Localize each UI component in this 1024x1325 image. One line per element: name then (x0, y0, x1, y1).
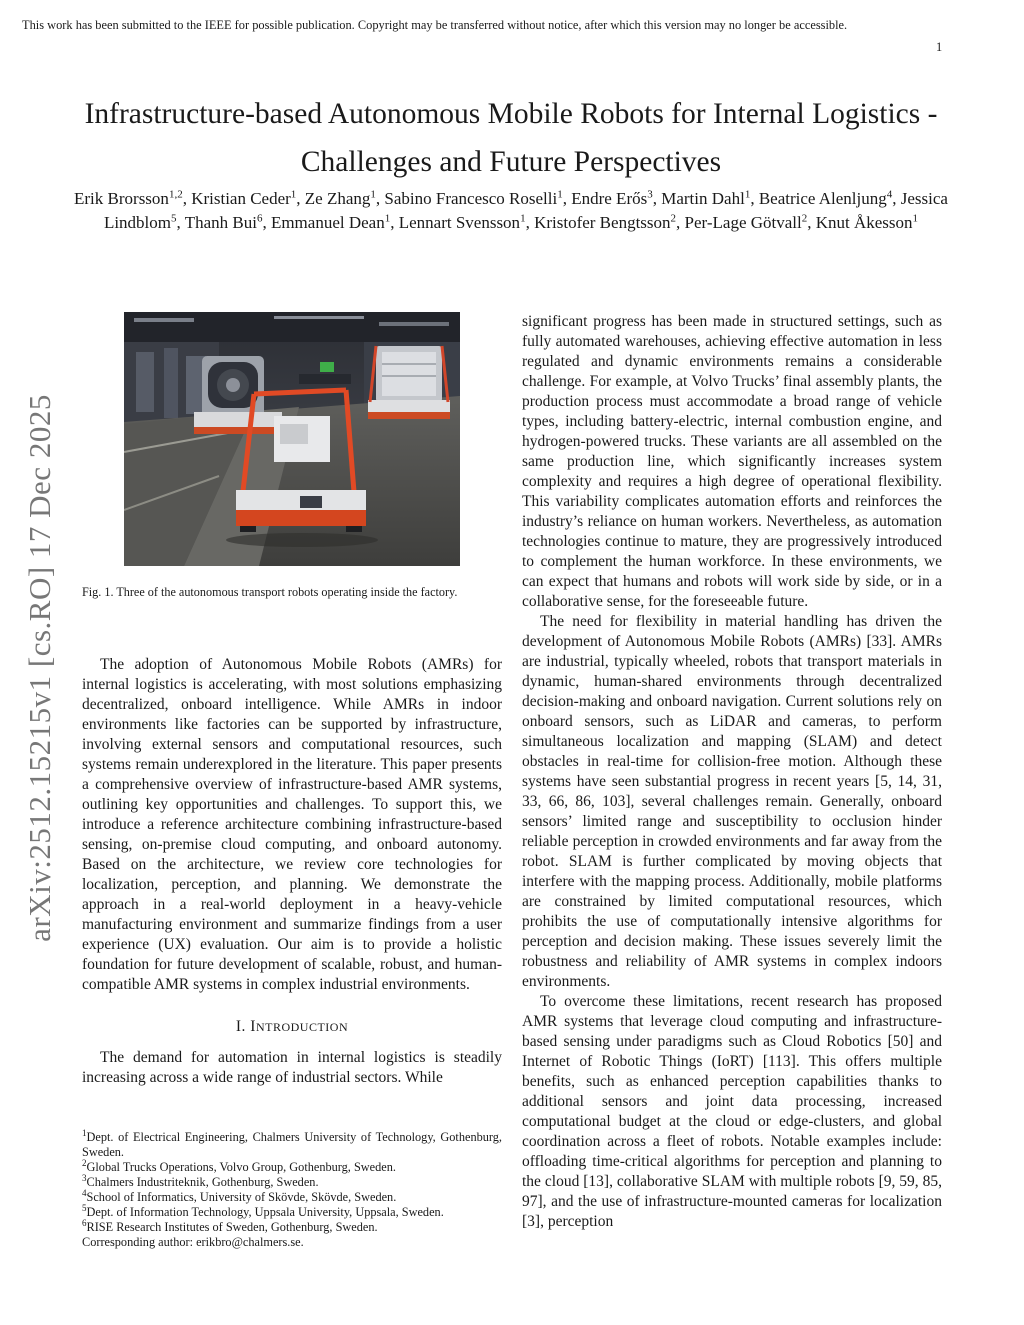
author-list (70, 187, 952, 235)
author-affiliation: 2 (801, 212, 808, 225)
author-entry (661, 189, 759, 208)
author-affiliation: 1 (744, 188, 751, 201)
author-entry (399, 213, 534, 232)
corresponding-author: Corresponding author: erikbro@chalmers.se. (82, 1235, 304, 1249)
footnote-number: 6 (82, 1217, 87, 1228)
author-entry (685, 213, 816, 232)
body-paragraph: To overcome these limitations, recent research has proposed AMR systems that leverage cloud computing and infrastructure-based sensing under paradigms such as Cloud Robotics [50] and Internet of Robotic Things (IoRT) [113]. This offers multiple benefits, such as enhanced perception capabilities thanks to additional sensors and joint data processing, increased computational budget at the cloud or edge-clusters, and global coordination across a fleet of robots. Notable examples include: offloading time-critical algorithms for perception and planning to the cloud [13], collaborative SLAM with multiple robots [9, 59, 85, 97], and the use of infrastructure-mounted cameras for localization [3], perception (522, 993, 942, 1230)
figure-caption: Fig. 1. Three of the autonomous transport robots operating inside the factory. (82, 585, 458, 599)
body-paragraph: significant progress has been made in structured settings, such as fully automated warehouses, achieving effective automation in less regulated and dynamic environments remains a considerable challenge. For example, at Volvo Trucks’ final assembly plants, the production process must accommodate a broad range of vehicle types, including battery-electric, internal combustion engine, and hydrogen-powered trucks. These variants are all assembled on the same production line, which significantly increases system complexity and requires a high degree of operational flexibility. This variability complicates automation efforts and reinforces the industry’s reliance on human workers. Nevertheless, as automation technologies continue to mature, they are progressively introduced to complement the human workforce. In these environments, we can expect that humans and robots will work side by side, or in a collaborative sense, for the foreseeable future. (522, 313, 942, 610)
introduction-paragraph: The demand for automation in internal logistics is steadily increasing across a wide range of industrial sectors. While (82, 1049, 502, 1086)
submission-notice: This work has been submitted to the IEEE for possible publication. Copyright may be transferred without notice, after which this version may no longer be accessible. (22, 18, 848, 32)
author-name: Ze Zhang (304, 189, 371, 208)
author-name: Per-Lage Götvall (684, 213, 802, 232)
footnote-text: Dept. of Information Technology, Uppsala University, Uppsala, Sweden. (86, 1205, 444, 1219)
author-entry (816, 213, 918, 232)
footnote-number: 2 (82, 1157, 87, 1168)
paper-title: Infrastructure-based Autonomous Mobile Robots for Internal Logistics - Challenges and Future Perspectives (84, 98, 938, 178)
footnote (82, 1127, 502, 1160)
author-entry (74, 189, 191, 208)
footnote-text: Chalmers Industriteknik, Gothenburg, Sweden. (86, 1175, 319, 1189)
left-column (82, 655, 502, 1088)
author-name: Knut Åkesson (815, 213, 913, 232)
author-affiliation: 1 (520, 212, 526, 225)
author-affiliation: 3 (647, 188, 653, 201)
author-name: Endre Erős (571, 189, 648, 208)
author-entry (384, 189, 571, 208)
author-name: Emmanuel Dean (270, 213, 385, 232)
author-separator: , (390, 213, 399, 232)
author-name: Kristofer Bengtsson (534, 213, 671, 232)
footnote-text: Global Trucks Operations, Volvo Group, Gothenburg, Sweden. (86, 1160, 396, 1174)
author-name: Kristian Ceder (191, 189, 291, 208)
author-entry (271, 213, 399, 232)
author-separator: , (807, 213, 816, 232)
footnote (82, 1157, 502, 1175)
author-separator: , (892, 189, 901, 208)
author-separator: , (525, 213, 535, 232)
author-separator: , (652, 189, 662, 208)
footnote (82, 1172, 502, 1190)
author-affiliation: 1 (384, 212, 391, 225)
author-separator: , (182, 189, 192, 208)
section-heading-introduction (82, 1017, 502, 1037)
author-affiliation: 2 (670, 212, 677, 225)
factory-robots-photo (124, 312, 460, 566)
author-entry (571, 189, 661, 208)
abstract: The adoption of Autonomous Mobile Robots (AMRs) for internal logistics is accelerating, with most solutions emphasizing decentralized, onboard intelligence. While AMRs in indoor environments like factories can be supported by infrastructure, involving external sensors and computational resources, such systems remain underexplored in the literature. This paper presents a comprehensive overview of infrastructure-based AMR systems, outlining key opportunities and challenges. To support this, we introduce a reference architecture combining infrastructure-based sensing, on-premise cloud computing, and onboard autonomy. Based on the architecture, we review core technologies for localization, perception, and planning. We demonstrate the approach in a real-world deployment in a heavy-vehicle manufacturing environment and summarize findings from a user experience (UX) evaluation. Our aim is to provide a holistic foundation for future development of scalable, robust, and human-compatible AMR systems in complex industrial environments. (82, 656, 502, 993)
section-numeral: I. (235, 1018, 246, 1035)
author-name: Lennart Svensson (398, 213, 521, 232)
section-title-initial: I (250, 1018, 256, 1035)
author-name: Erik Brorsson (74, 189, 169, 208)
footnote-number: 5 (82, 1202, 87, 1213)
author-affiliation: 1 (370, 188, 376, 201)
page-number: 1 (936, 40, 943, 54)
right-column (522, 312, 942, 1232)
author-entry (534, 213, 684, 232)
author-entry (759, 189, 901, 208)
footnote (82, 1187, 502, 1205)
author-name: Sabino Francesco Roselli (384, 189, 558, 208)
author-separator: , (750, 189, 759, 208)
affiliation-footnotes (82, 1127, 502, 1250)
arxiv-identifier-stamp: arXiv:2512.15215v1 [cs.RO] 17 Dec 2025 (22, 394, 57, 942)
footnote (82, 1202, 502, 1220)
section-title-rest: NTRODUCTION (255, 1020, 349, 1034)
author-affiliation: 5 (171, 212, 177, 225)
author-name: Jessica Lindblom (103, 189, 948, 232)
footnote-text: Dept. of Electrical Engineering, Chalmers University of Technology, Gothenburg, Sweden. (82, 1130, 502, 1159)
author-affiliation: 1,2 (168, 188, 183, 201)
author-separator: , (676, 213, 685, 232)
author-separator: , (296, 189, 305, 208)
author-name: Beatrice Alenljung (758, 189, 887, 208)
author-affiliation: 1 (557, 188, 563, 201)
author-affiliation: 6 (256, 212, 263, 225)
author-affiliation: 1 (912, 212, 919, 225)
footnote-text: School of Informatics, University of Skövde, Skövde, Sweden. (86, 1190, 397, 1204)
footnote-text: RISE Research Institutes of Sweden, Gothenburg, Sweden. (86, 1220, 378, 1234)
author-separator: , (262, 213, 271, 232)
footnote-number: 4 (82, 1187, 87, 1198)
footnote-number: 1 (82, 1127, 87, 1138)
author-separator: , (375, 189, 385, 208)
author-separator: , (176, 213, 185, 232)
author-name: Thanh Bui (184, 213, 257, 232)
author-entry (305, 189, 385, 208)
body-paragraph: The need for flexibility in material handling has driven the development of Autonomous Mobile Robots (AMRs) [33]. AMRs are industrial, typically wheeled, robots that transport materials in dynamic, human-shared environments through decentralized decision-making and onboard navigation. Current solutions rely on onboard sensors, such as LiDAR and cameras, to perform simultaneous localization and mapping (SLAM) and detect obstacles in real-time for collision-free motion. Although these systems have seen substantial progress in recent years [5, 14, 31, 33, 66, 86, 103], several challenges remain. Generally, onboard sensors’ limited range and susceptibility to occlusion hinder reliable perception in crowded environments and far away from the robot. SLAM is further complicated by moving objects that interfere with the mapping process. Additionally, mobile platforms are constrained by limited computational resources, which prohibits the use of computationally intensive algorithms for perception and decision making. These issues severely limit the robustness and reliability of AMR systems in complex indoors environments. (522, 613, 942, 990)
author-affiliation: 1 (290, 188, 297, 201)
figure-1 (82, 312, 502, 600)
author-name: Martin Dahl (661, 189, 745, 208)
author-entry (191, 189, 305, 208)
author-entry (185, 213, 271, 232)
footnote-number: 3 (82, 1172, 87, 1183)
author-affiliation: 4 (886, 188, 893, 201)
author-separator: , (562, 189, 572, 208)
footnote (82, 1217, 502, 1235)
